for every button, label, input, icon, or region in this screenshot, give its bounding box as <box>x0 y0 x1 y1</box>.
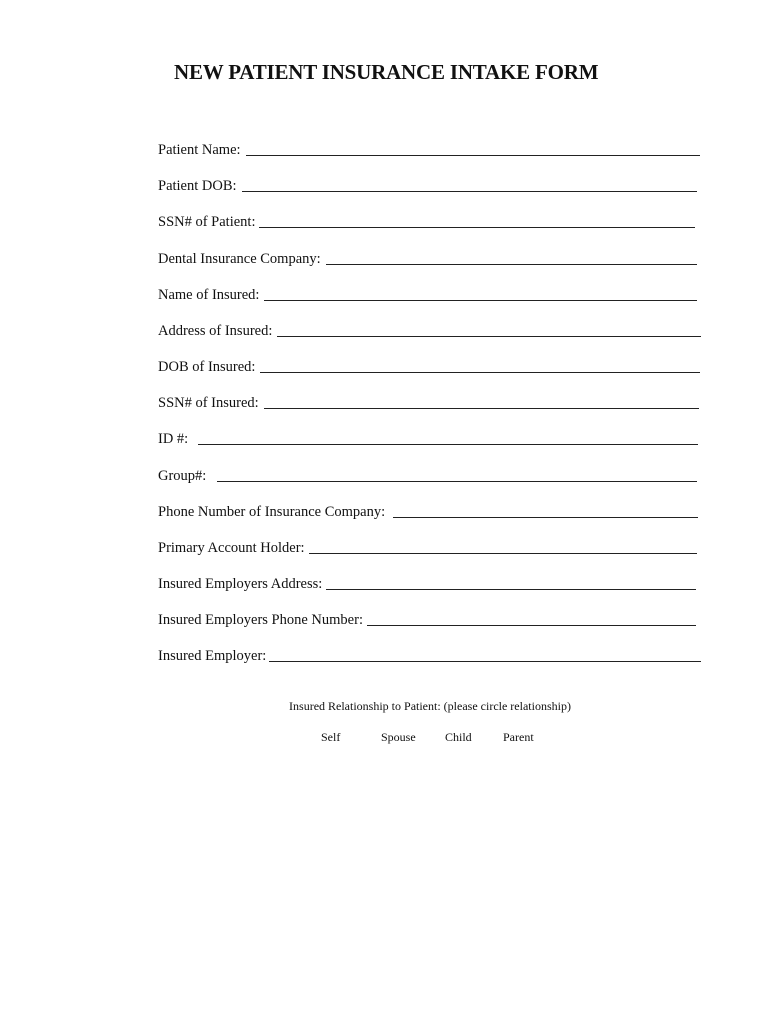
field-label: Address of Insured: <box>158 323 273 339</box>
field-label: Insured Employer: <box>158 648 267 664</box>
relationship-option-parent[interactable]: Parent <box>503 730 534 744</box>
form-title: NEW PATIENT INSURANCE INTAKE FORM <box>174 60 599 84</box>
field-label: DOB of Insured: <box>158 359 256 375</box>
relationship-option-self[interactable]: Self <box>321 730 341 744</box>
fill-line[interactable] <box>198 443 698 445</box>
insured-employers-address-field[interactable] <box>158 573 696 593</box>
field-label: SSN# of Patient: <box>158 214 256 230</box>
field-label: Patient Name: <box>158 142 241 158</box>
name-of-insured-field[interactable] <box>158 284 697 304</box>
fill-line[interactable] <box>242 190 697 192</box>
patient-dob-field[interactable] <box>158 175 697 195</box>
fill-line[interactable] <box>277 335 701 337</box>
field-label: Insured Employers Phone Number: <box>158 612 363 628</box>
insured-employers-phone-field[interactable] <box>158 609 696 629</box>
fill-line[interactable] <box>326 263 697 265</box>
field-label: Phone Number of Insurance Company: <box>158 504 386 520</box>
insurance-company-phone-field[interactable] <box>158 501 698 521</box>
fill-line[interactable] <box>246 154 700 156</box>
relationship-option-spouse[interactable]: Spouse <box>381 730 416 744</box>
fill-line[interactable] <box>264 299 697 301</box>
patient-name-field[interactable] <box>158 139 700 159</box>
fill-line[interactable] <box>309 552 697 554</box>
insured-employer-field[interactable] <box>158 645 701 665</box>
fill-line[interactable] <box>269 660 701 662</box>
fill-line[interactable] <box>260 371 700 373</box>
fill-line[interactable] <box>264 407 699 409</box>
primary-account-holder-field[interactable] <box>158 537 697 557</box>
address-of-insured-field[interactable] <box>158 320 701 340</box>
fill-line[interactable] <box>217 480 697 482</box>
fill-line[interactable] <box>393 516 698 518</box>
relationship-option-child[interactable]: Child <box>445 730 472 744</box>
field-label: Patient DOB: <box>158 178 237 194</box>
id-number-field[interactable] <box>158 428 698 448</box>
fill-line[interactable] <box>259 226 695 228</box>
field-label: Name of Insured: <box>158 287 260 303</box>
field-label: ID #: <box>158 431 189 447</box>
dob-of-insured-field[interactable] <box>158 356 700 376</box>
fill-line[interactable] <box>326 588 696 590</box>
relationship-prompt: Insured Relationship to Patient: (please circle relationship) <box>289 699 571 713</box>
group-number-field[interactable] <box>158 465 697 485</box>
fill-line[interactable] <box>367 624 696 626</box>
dental-insurance-company-field[interactable] <box>158 248 697 268</box>
ssn-of-patient-field[interactable] <box>158 211 695 231</box>
field-label: Insured Employers Address: <box>158 576 323 592</box>
ssn-of-insured-field[interactable] <box>158 392 699 412</box>
field-label: SSN# of Insured: <box>158 395 259 411</box>
field-label: Dental Insurance Company: <box>158 251 321 267</box>
field-label: Primary Account Holder: <box>158 540 305 556</box>
field-label: Group#: <box>158 468 207 484</box>
